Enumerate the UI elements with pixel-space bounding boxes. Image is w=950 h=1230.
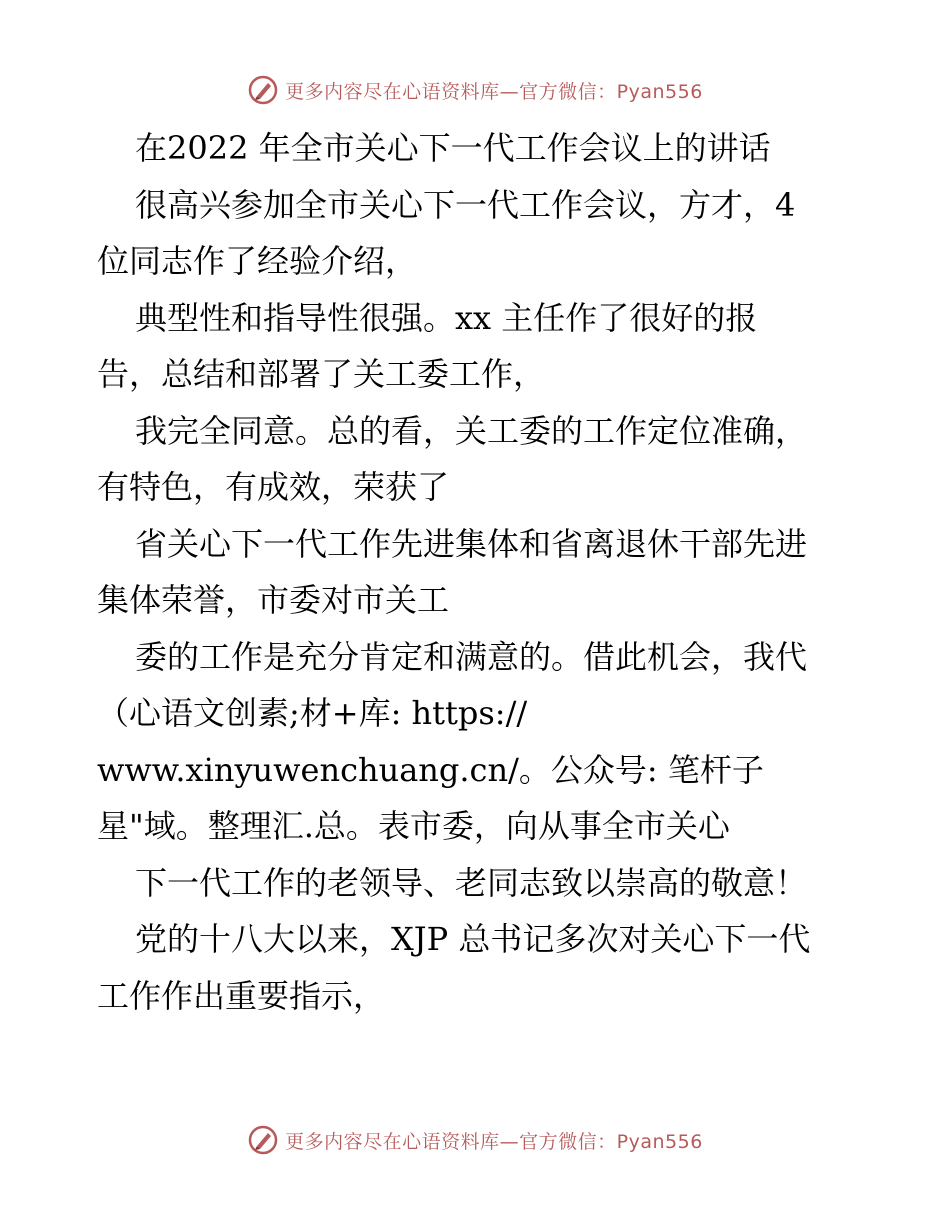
paragraph-line: 省关心下一代工作先进集体和省离退休干部先进 — [135, 524, 808, 563]
header-banner-text[interactable]: 更多内容尽在心语资料库—官方微信：Pyan556 — [285, 80, 703, 103]
footer-banner-text[interactable]: 更多内容尽在心语资料库—官方微信：Pyan556 — [285, 1130, 703, 1153]
pen-circle-logo-icon — [247, 1124, 279, 1156]
document-body — [97, 120, 867, 1024]
paragraph-line: 有特色，有成效，荣获了 — [97, 468, 450, 506]
paragraph-line: 典型性和指导性很强。xx 主任作了很好的报 — [135, 298, 758, 337]
paragraph-line: 集体荣誉，市委对市关工 — [97, 581, 450, 619]
header-banner — [0, 70, 950, 110]
paragraph-line-url: www.xinyuwenchuang.cn/。公众号: 笔杆子 — [97, 750, 764, 789]
paragraph-line: （心语文创素;材+库: https:// — [97, 694, 528, 732]
paragraph-line: 星"域。整理汇.总。表市委，向从事全市关心 — [97, 807, 730, 845]
paragraph-line: 工作作出重要指示， — [97, 976, 386, 1015]
paragraph-line: 告，总结和部署了关工委工作， — [97, 355, 546, 393]
pen-circle-logo-icon — [247, 74, 279, 106]
paragraph-line: 我完全同意。总的看，关工委的工作定位准确， — [135, 411, 808, 450]
paragraph-line: 下一代工作的老领导、老同志致以崇高的敬意！ — [135, 863, 808, 902]
paragraph-line: 很高兴参加全市关心下一代工作会议，方才，4 — [135, 185, 796, 224]
paragraph-line: 委的工作是充分肯定和满意的。借此机会，我代 — [135, 637, 808, 676]
document-title: 在2022 年全市关心下一代工作会议上的讲话 — [135, 129, 771, 167]
footer-banner — [0, 1120, 950, 1160]
paragraph-line: 党的十八大以来，XJP 总书记多次对关心下一代 — [135, 920, 811, 958]
paragraph-line: 位同志作了经验介绍， — [97, 242, 418, 280]
